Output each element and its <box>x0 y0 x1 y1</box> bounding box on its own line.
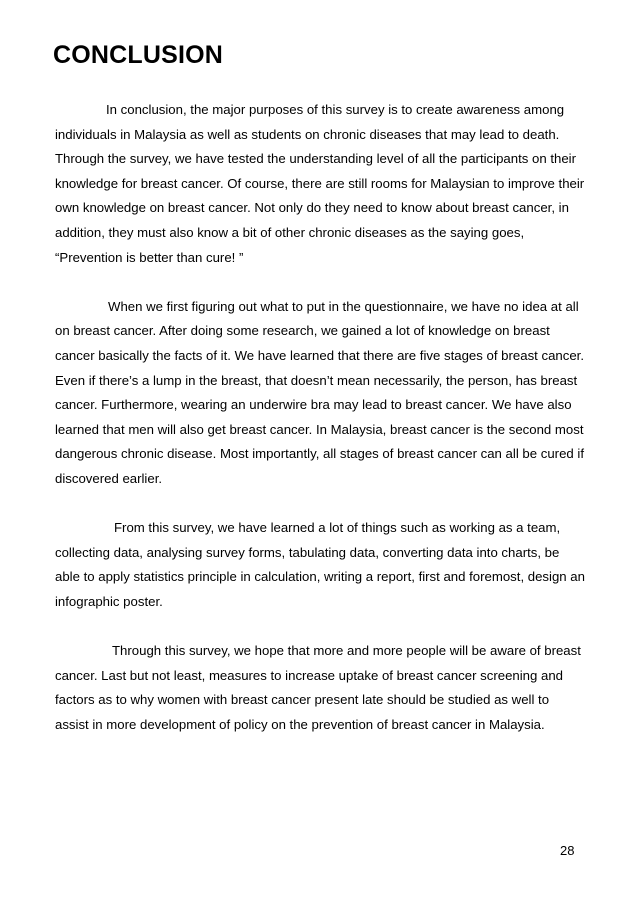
document-body <box>55 98 585 762</box>
paragraph-line: infographic poster. <box>55 593 163 609</box>
paragraph-line: factors as to why women with breast cancer present late should be studied as well to <box>55 692 550 708</box>
paragraph-line: own knowledge on breast cancer. Not only do they need to know about breast cancer, in <box>55 200 569 216</box>
paragraph-line: on breast cancer. After doing some research, we gained a lot of knowledge on breast <box>55 323 550 339</box>
paragraph-line: cancer basically the facts of it. We have learned that there are five stages of breast cancer. <box>55 347 585 363</box>
paragraph-line: knowledge for breast cancer. Of course, there are still rooms for Malaysian to improve their <box>55 175 585 191</box>
paragraph-line: cancer. Last but not least, measures to increase uptake of breast cancer screening and <box>55 667 564 683</box>
paragraph-1 <box>55 98 585 270</box>
paragraph-line: discovered earlier. <box>55 470 163 486</box>
paragraph-line: collecting data, analysing survey forms, tabulating data, converting data into charts, be <box>55 544 560 560</box>
paragraph-line: Through the survey, we have tested the understanding level of all the participants on their <box>55 151 576 167</box>
page-number: 28 <box>560 843 575 858</box>
paragraph-2 <box>55 295 585 492</box>
paragraph-line: In conclusion, the major purposes of this survey is to create awareness among <box>106 102 565 117</box>
paragraph-line: When we first figuring out what to put in the questionnaire, we have no idea at all <box>108 298 579 314</box>
paragraph-line: From this survey, we have learned a lot of things such as working as a team, <box>114 520 561 536</box>
paragraph-line: learned that men will also get breast cancer. In Malaysia, breast cancer is the second most <box>55 421 584 437</box>
paragraph-line: cancer. Furthermore, wearing an underwire bra may lead to breast cancer. We have also <box>55 397 572 413</box>
paragraph-line: assist in more development of policy on the prevention of breast cancer in Malaysia. <box>55 716 545 732</box>
paragraph-line: dangerous chronic disease. Most importantly, all stages of breast cancer can all be cured if <box>55 446 584 462</box>
paragraph-line: “Prevention is better than cure! ” <box>55 249 244 265</box>
page-title: CONCLUSION <box>53 41 224 69</box>
paragraph-line: able to apply statistics principle in calculation, writing a report, first and foremost, design an <box>55 569 585 585</box>
paragraph-line: addition, they must also know a bit of other chronic diseases as the saying goes, <box>55 224 525 240</box>
paragraph-4 <box>55 639 581 737</box>
paragraph-line: Even if there’s a lump in the breast, that doesn’t mean necessarily, the person, has breast <box>55 372 578 388</box>
paragraph-line: Through this survey, we hope that more and more people will be aware of breast <box>112 643 581 659</box>
paragraph-3 <box>55 516 585 614</box>
paragraph-line: individuals in Malaysia as well as students on chronic diseases that may lead to death. <box>55 126 560 142</box>
